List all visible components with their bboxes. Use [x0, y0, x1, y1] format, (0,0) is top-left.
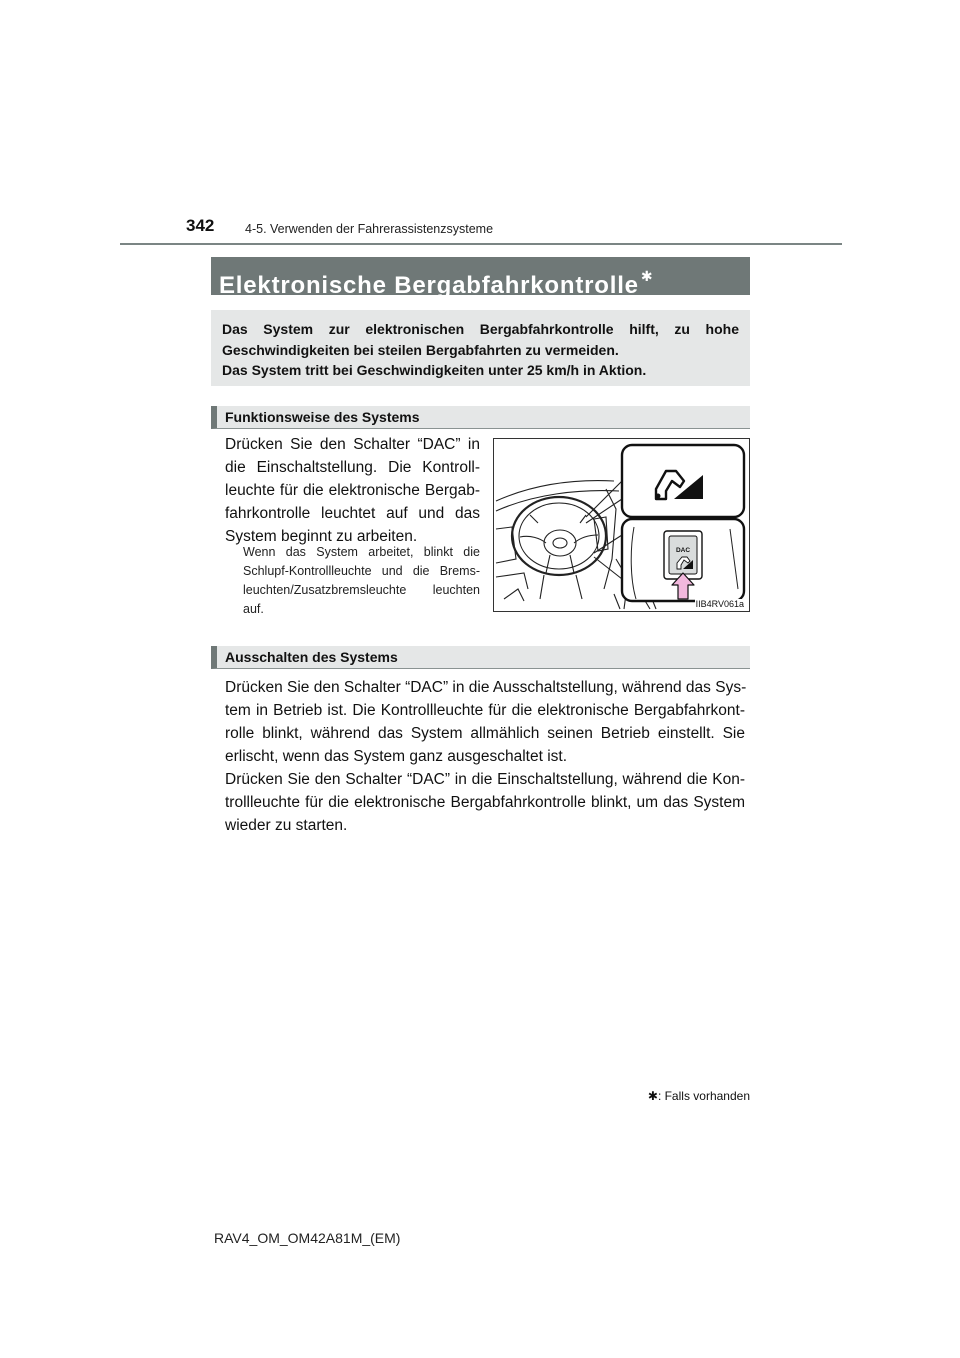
- intro-line: Geschwindigkeiten bei steilen Bergabfahrten zu vermeiden.: [222, 341, 619, 358]
- note-line: Schlupf-Kontrollleuchte und die Brems-: [243, 564, 480, 578]
- body-line: rolle blinkt, während das System allmählich seinen Betrieb einstellt. Sie: [225, 725, 745, 742]
- section-title-bar: [211, 257, 750, 299]
- body-line: leuchte für die elektronische Bergab-: [225, 482, 480, 499]
- body-line: erlischt, wenn das System ganz ausgeschaltet ist.: [225, 748, 568, 765]
- chapter-title: 4-5. Verwenden der Fahrerassistenzsysteme: [245, 222, 494, 236]
- dac-switch-button: [664, 531, 702, 579]
- optional-equipment-marker: ✱: [640, 268, 654, 284]
- dac-switch-label: DAC: [675, 547, 691, 554]
- function-body: [225, 433, 480, 548]
- body-line: fahrkontrolle leuchtet auf und das: [225, 505, 480, 522]
- page-number: 342: [186, 216, 215, 235]
- intro-line: Das System tritt bei Geschwindigkeiten unter 25 km/h in Aktion.: [222, 362, 647, 378]
- intro-box: [211, 310, 750, 386]
- body-line: Drücken Sie den Schalter “DAC” in: [225, 436, 480, 453]
- body-line: Drücken Sie den Schalter “DAC” in die Einschaltstellung, während die Kon-: [225, 771, 745, 788]
- intro-line: Das System zur elektronischen Bergabfahrkontrolle hilft, zu hohe: [222, 321, 739, 337]
- body-line: tem in Betrieb ist. Die Kontrollleuchte für die elektronische Bergabfahrkont-: [225, 702, 745, 719]
- body-line: wieder zu starten.: [225, 817, 348, 834]
- body-line: die Einschaltstellung. Die Kontroll-: [225, 459, 480, 476]
- document-code: RAV4_OM_OM42A81M_(EM): [214, 1230, 401, 1246]
- body-line: System beginnt zu arbeiten.: [225, 528, 418, 545]
- dac-switch-illustration: [493, 438, 750, 612]
- note-line: leuchten/Zusatzbremsleuchte leuchten: [243, 583, 480, 597]
- header-rule: [120, 243, 842, 245]
- body-line: trollleuchte für die elektronische Bergabfahrkontrolle blinkt, um das System: [225, 794, 745, 811]
- footnote-marker: ✱: [647, 1089, 658, 1103]
- note-line: Wenn das System arbeitet, blinkt die: [243, 545, 480, 559]
- dashboard-drawing: [494, 439, 750, 612]
- section-heading-function: Funktionsweise des Systems: [211, 406, 750, 429]
- illustration-code: IIB4RV061a: [695, 599, 744, 609]
- note-line: auf.: [243, 602, 264, 616]
- function-note: [243, 543, 480, 619]
- section-title: Elektronische Bergabfahrkontrolle: [219, 272, 639, 299]
- section-heading-switch-off: Ausschalten des Systems: [211, 646, 750, 669]
- footnote-text: : Falls vorhanden: [657, 1089, 750, 1103]
- footnote: [600, 1089, 750, 1103]
- switch-off-body: [225, 676, 745, 837]
- body-line: Drücken Sie den Schalter “DAC” in die Ausschaltstellung, während das Sys-: [225, 679, 747, 696]
